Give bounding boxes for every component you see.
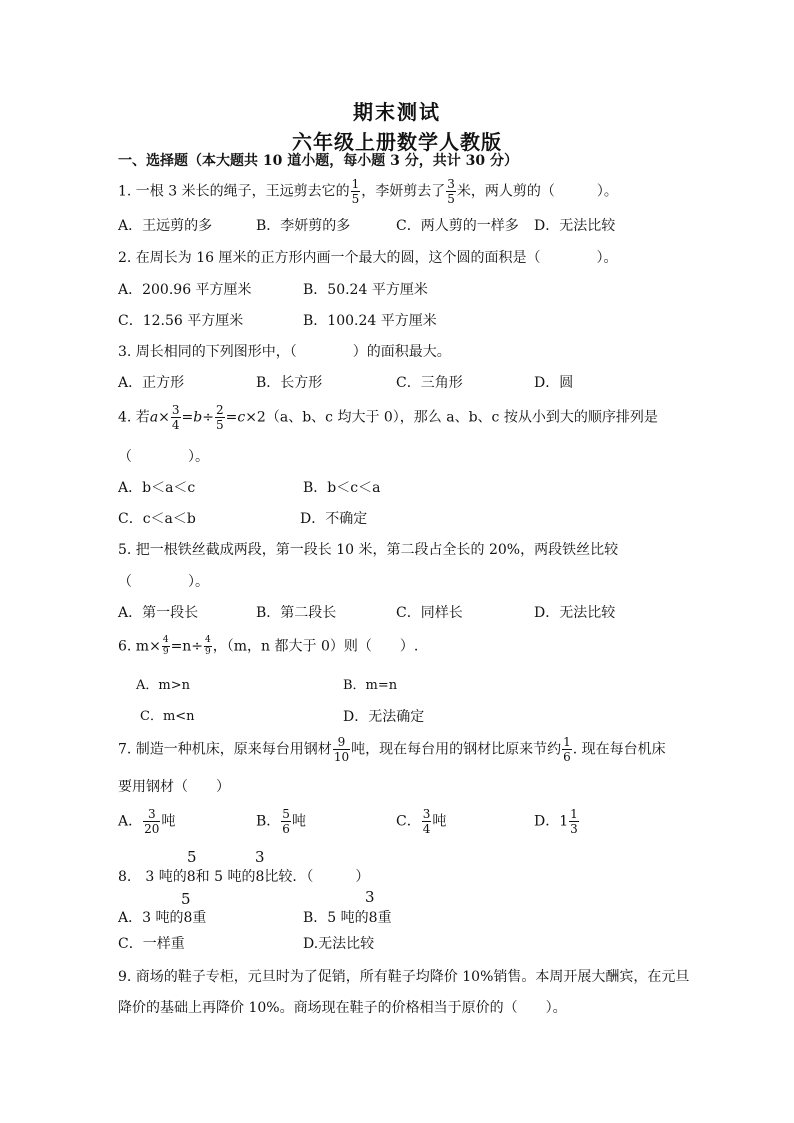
q2-option-a[interactable]: A．200.96 平方厘米 xyxy=(118,282,252,298)
q6-option-c[interactable]: C．m<n xyxy=(140,709,195,724)
q6-frac2-numerator: 4 xyxy=(205,635,211,645)
q8-option-b-text: B．5 吨的 xyxy=(303,910,369,926)
q8-option-b-numerator: 3 xyxy=(365,888,375,906)
q7-option-c-denominator: 4 xyxy=(422,822,431,836)
q4-option-d[interactable]: D．不确定 xyxy=(300,511,368,527)
q3-option-b[interactable]: B．长方形 xyxy=(256,375,323,391)
q1-option-d[interactable]: D．无法比较 xyxy=(534,218,616,234)
q6-frac1-numerator: 4 xyxy=(162,635,169,645)
q7-option-d[interactable] xyxy=(534,808,580,835)
q7-option-b-fraction xyxy=(281,808,291,835)
q7-option-c-numerator: 3 xyxy=(422,807,431,821)
q7-option-c-unit: 吨 xyxy=(432,813,447,830)
q6-frac1-denominator: 9 xyxy=(162,647,169,657)
q7-option-b[interactable] xyxy=(256,808,306,835)
q1-text-a: 1. 一根 3 米长的绳子，王远剪去它的 xyxy=(118,183,350,200)
q4-option-b[interactable]: B．b＜c＜a xyxy=(303,480,381,496)
q5-option-a[interactable]: A．第一段长 xyxy=(118,605,199,621)
q3-option-a[interactable]: A．正方形 xyxy=(118,375,185,391)
q4-frac1-numerator: 3 xyxy=(171,403,180,417)
q8-option-a-denominator: 8 xyxy=(183,910,193,926)
q4-text-a: 4. 若 xyxy=(118,409,150,426)
q6-option-d[interactable]: D．无法确定 xyxy=(343,709,425,725)
q4-times: × xyxy=(158,409,170,426)
q8-option-b-denominator: 8 xyxy=(368,910,378,926)
q7-text-d: 要用钢材（ ） xyxy=(118,779,230,795)
q8-text-a: 8. 3 吨的 xyxy=(118,869,187,885)
q8-option-d[interactable]: D.无法比较 xyxy=(303,936,375,952)
q7-option-d-fraction xyxy=(569,808,579,835)
q8-option-a-text: A．3 吨的 xyxy=(118,910,184,926)
q1-frac2-numerator: 3 xyxy=(447,177,455,191)
q7-option-a-numerator: 3 xyxy=(143,808,160,822)
q8-option-c[interactable]: C．一样重 xyxy=(118,936,185,952)
q4-times-2: ×2 xyxy=(245,409,266,426)
question-9-line-1: 9. 商场的鞋子专柜，元旦时为了促销，所有鞋子均降价 10%销售。本周开展大酬宾，在元旦 xyxy=(118,969,690,985)
q3-option-d[interactable]: D．圆 xyxy=(534,375,574,391)
q7-fraction-1 xyxy=(333,736,350,763)
q8-numerator-2: 3 xyxy=(255,848,265,866)
q4-option-c[interactable]: C．c＜a＜b xyxy=(118,511,196,527)
q4-fraction-1 xyxy=(171,404,181,431)
page-subtitle: 六年级上册数学人教版 xyxy=(292,130,502,154)
q7-option-c-fraction xyxy=(422,808,432,835)
q6-text-a: 6. m× xyxy=(118,638,161,655)
q8-option-a-numerator: 5 xyxy=(181,890,191,908)
q7-option-d-numerator: 1 xyxy=(570,807,578,821)
q8-denominator-2: 8 xyxy=(255,869,265,885)
q7-text-b: 吨，现在每台用的钢材比原来节约 xyxy=(351,741,562,758)
q1-frac1-numerator: 1 xyxy=(351,177,360,191)
q2-option-d[interactable]: B．100.24 平方厘米 xyxy=(303,313,437,329)
q8-denominator-1: 8 xyxy=(186,869,196,885)
q1-fraction-2 xyxy=(446,178,456,205)
q1-frac2-denominator: 5 xyxy=(447,192,455,206)
q7-option-c[interactable] xyxy=(396,808,446,835)
q1-fraction-1 xyxy=(351,178,361,205)
q1-frac1-denominator: 5 xyxy=(351,192,360,206)
q5-option-b[interactable]: B．第二段长 xyxy=(256,605,337,621)
q7-option-a[interactable] xyxy=(118,808,175,835)
q7-option-b-unit: 吨 xyxy=(291,813,306,830)
q1-text-b: ，李妍剪去了 xyxy=(361,183,446,200)
q7-frac2-numerator: 1 xyxy=(563,735,571,749)
q6-option-a[interactable]: A．m>n xyxy=(136,678,190,693)
page-title: 期末测试 xyxy=(353,100,441,124)
section-heading: 一、选择题（本大题共 10 道小题，每小题 3 分，共计 30 分） xyxy=(118,153,518,169)
q6-fraction-2 xyxy=(204,636,212,657)
q5-answer-blank: （ ）。 xyxy=(118,574,209,590)
q6-frac2-denominator: 9 xyxy=(205,647,211,657)
q4-eq-2: = xyxy=(225,409,238,426)
q7-option-d-denominator: 3 xyxy=(570,822,578,836)
q2-option-c[interactable]: C．12.56 平方厘米 xyxy=(118,313,244,329)
q2-option-b[interactable]: B．50.24 平方厘米 xyxy=(303,282,428,298)
question-3: 3. 周长相同的下列图形中，（ ）的面积最大。 xyxy=(118,344,451,360)
q7-frac1-denominator: 10 xyxy=(333,750,350,764)
q6-text-b: =n÷ xyxy=(170,638,204,655)
question-7 xyxy=(118,736,666,763)
question-5: 5. 把一根铁丝截成两段，第一段长 10 米，第二段占全长的 20%，两段铁丝比较 xyxy=(118,542,619,558)
q4-var-a: a xyxy=(149,409,159,426)
q8-numerator-1: 5 xyxy=(187,848,197,866)
q4-answer-blank: （ ）。 xyxy=(118,449,209,465)
question-9-line-2: 降价的基础上再降价 10%。商场现在鞋子的价格相当于原价的（ ）。 xyxy=(118,1000,567,1016)
q8-text-b: 和 5 吨的 xyxy=(195,869,256,885)
q6-fraction-1 xyxy=(162,636,170,657)
q7-text-c: . 现在每台机床 xyxy=(572,741,666,758)
q6-text-c: ，（m，n 都大于 0）则（ ）. xyxy=(212,638,419,655)
q7-text-a: 7. 制造一种机床，原来每台用钢材 xyxy=(118,741,332,758)
q4-option-a[interactable]: A．b＜a＜c xyxy=(118,480,196,496)
q4-frac2-numerator: 2 xyxy=(215,403,224,417)
q4-var-b: b xyxy=(193,409,203,426)
q8-option-a-unit: 重 xyxy=(192,910,207,926)
q7-option-b-label: B． xyxy=(256,813,281,830)
q5-option-c[interactable]: C．同样长 xyxy=(396,605,463,621)
q8-option-a[interactable] xyxy=(118,911,206,925)
q1-option-b[interactable]: B．李妍剪的多 xyxy=(256,218,351,234)
q1-text-c: 米，两人剪的（ ）。 xyxy=(456,183,618,200)
q8-text-c: 比较．（ ） xyxy=(264,869,370,885)
q4-divide: ÷ xyxy=(202,409,214,426)
q7-frac1-numerator: 9 xyxy=(333,736,350,750)
q7-option-a-label: A． xyxy=(118,813,143,830)
q4-var-c: c xyxy=(237,409,246,426)
q4-fraction-2 xyxy=(215,404,225,431)
q1-option-a[interactable]: A．王远剪的多 xyxy=(118,218,213,234)
q6-option-b[interactable]: B．m=n xyxy=(343,678,398,693)
q7-option-b-numerator: 5 xyxy=(282,807,290,821)
q1-option-c[interactable]: C．两人剪的一样多 xyxy=(396,218,519,234)
question-2: 2. 在周长为 16 厘米的正方形内画一个最大的圆，这个圆的面积是（ ）。 xyxy=(118,250,618,266)
q7-option-c-label: C． xyxy=(396,813,421,830)
q4-eq-1: = xyxy=(181,409,194,426)
question-6 xyxy=(118,636,418,657)
question-8 xyxy=(118,870,369,884)
q7-fraction-2 xyxy=(562,736,572,763)
q4-text-b: （a、b、c 均大于 0），那么 a、b、c 按从小到大的顺序排列是 xyxy=(265,409,658,426)
q4-frac2-denominator: 5 xyxy=(215,418,224,432)
question-4 xyxy=(118,404,658,431)
q8-option-b-unit: 重 xyxy=(377,910,392,926)
q7-option-a-denominator: 20 xyxy=(144,822,160,836)
q8-option-b[interactable] xyxy=(303,911,392,925)
q7-option-a-unit: 吨 xyxy=(161,813,176,830)
question-1 xyxy=(118,178,618,205)
q7-option-a-fraction xyxy=(143,808,160,835)
q7-option-d-label: D．1 xyxy=(534,813,569,830)
q7-frac2-denominator: 6 xyxy=(563,750,571,764)
q3-option-c[interactable]: C．三角形 xyxy=(396,375,463,391)
q5-option-d[interactable]: D．无法比较 xyxy=(534,605,616,621)
q7-option-b-denominator: 6 xyxy=(282,822,290,836)
q4-frac1-denominator: 4 xyxy=(171,418,180,432)
